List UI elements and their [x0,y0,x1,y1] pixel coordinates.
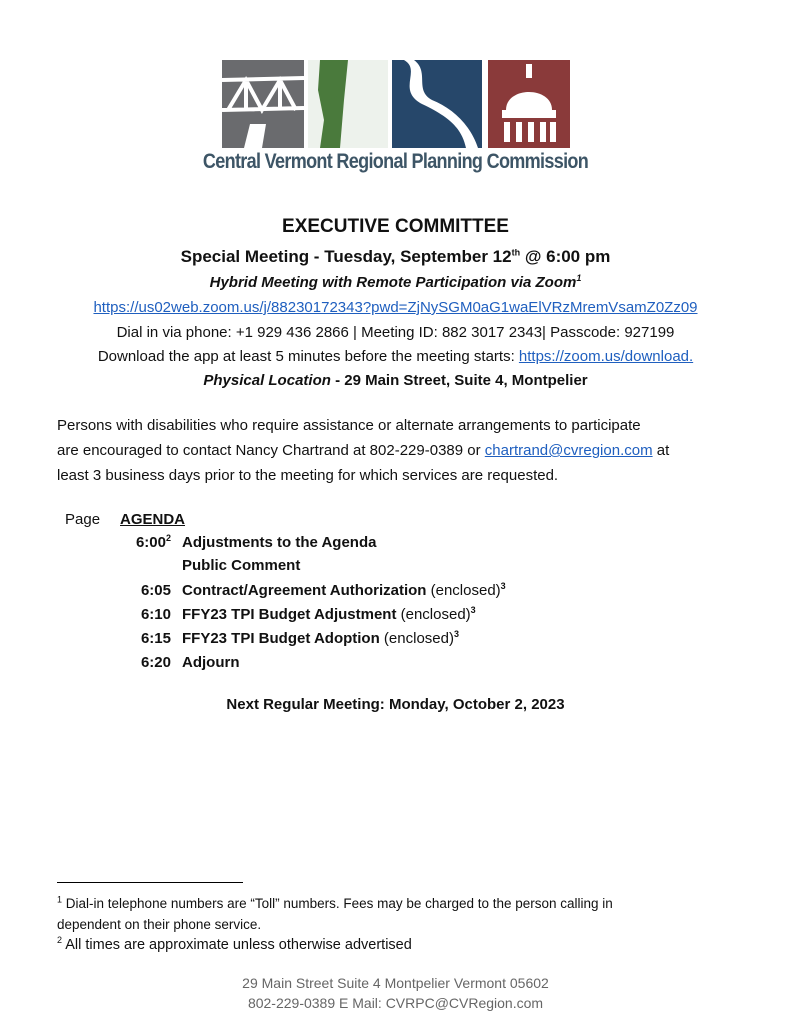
agenda-time: 6:15 [140,630,171,647]
subtitle-time: @ 6:00 pm [520,247,611,266]
download-text: Download the app at least 5 minutes before the meeting starts: [97,348,519,365]
agenda-item-title: Adjustments to the Agenda [182,534,377,551]
physical-label: Physical Location [203,372,331,389]
logo-vermont-panel [308,60,388,148]
subtitle-text: Special Meeting - Tuesday, September 12 [180,247,512,266]
agenda-item-title: FFY23 TPI Budget Adjustment (enclosed)$^3$ [182,605,476,623]
physical-location [0,372,791,390]
agenda-item-title: FFY23 TPI Budget Adoption (enclosed)$^3$ [182,629,459,647]
accessibility-line-3: least 3 business days prior to the meeting for which services are requested. [57,467,559,484]
river-icon [392,60,482,148]
footnote-ref: 1 [576,273,582,283]
agenda-item-title: Adjourn [182,654,240,671]
logo-org-name: Central Vermont Regional Planning Commission [202,150,589,173]
page-label: Page [65,511,101,528]
email-link[interactable]: chartrand@cvregion.com [484,442,653,459]
subtitle-sup: th [511,247,521,258]
agenda-time: 6:10 [140,606,171,623]
logo-bridge-panel [222,60,304,148]
footnote-divider [57,882,243,883]
zoom-download-link[interactable]: https://zoom.us/download. [518,348,694,365]
page-title: EXECUTIVE COMMITTEE [282,216,509,237]
accessibility-line-1: Persons with disabilities who require assistance or alternate arrangements to participate [57,417,641,434]
footnote-2 [57,935,412,955]
bridge-icon [222,60,304,148]
agenda-item-title: Contract/Agreement Authorization (enclosed)$^3$ [182,581,506,599]
footnote-number: 2 [57,935,63,946]
accessibility-text-end: at [652,442,670,459]
hybrid-note [0,274,791,292]
logo-river-panel [392,60,482,148]
footer-address: 29 Main Street Suite 4 Montpelier Vermont 05602 [242,975,549,991]
zoom-link-row [0,299,791,317]
physical-address: - 29 Main Street, Suite 4, Montpelier [330,372,588,389]
meeting-subtitle [0,247,791,267]
agenda-item-title: Public Comment [182,557,301,574]
agenda-time: $6:00^2$ [135,533,171,551]
capitol-dome-icon [488,60,570,148]
next-meeting: Next Regular Meeting: Monday, October 2, 2023 [226,696,565,713]
vermont-map-icon [308,60,388,148]
download-row [0,348,791,366]
logo-capitol-panel [488,60,570,148]
hybrid-text: Hybrid Meeting with Remote Participation via Zoom [209,274,577,291]
footnote-number: 1 [57,894,63,905]
footnote-text: All times are approximate unless otherwise advertised [62,937,412,953]
accessibility-line-2 [57,442,669,460]
accessibility-text: are encouraged to contact Nancy Chartrand at 802-229-0389 or [57,442,485,459]
footer-contact: 802-229-0389 E Mail: CVRPC@CVRegion.com [247,995,544,1011]
footnote-text-cont: dependent on their phone service. [57,917,262,932]
agenda-heading: AGENDA [120,511,186,528]
footnote-text: Dial-in telephone numbers are “Toll” numbers. Fees may be charged to the person calling in [62,896,613,911]
agenda-time: 6:05 [140,582,171,599]
agenda-time: 6:20 [140,654,171,671]
footnote-1 [57,893,613,935]
dial-in-info: Dial in via phone: +1 929 436 2866 | Meeting ID: 882 3017 2343| Passcode: 927199 [116,324,675,341]
zoom-meeting-link[interactable]: https://us02web.zoom.us/j/88230172343?pwd=ZjNySGM0aG1waElVRzMremVsamZ0Zz09 [93,299,698,316]
